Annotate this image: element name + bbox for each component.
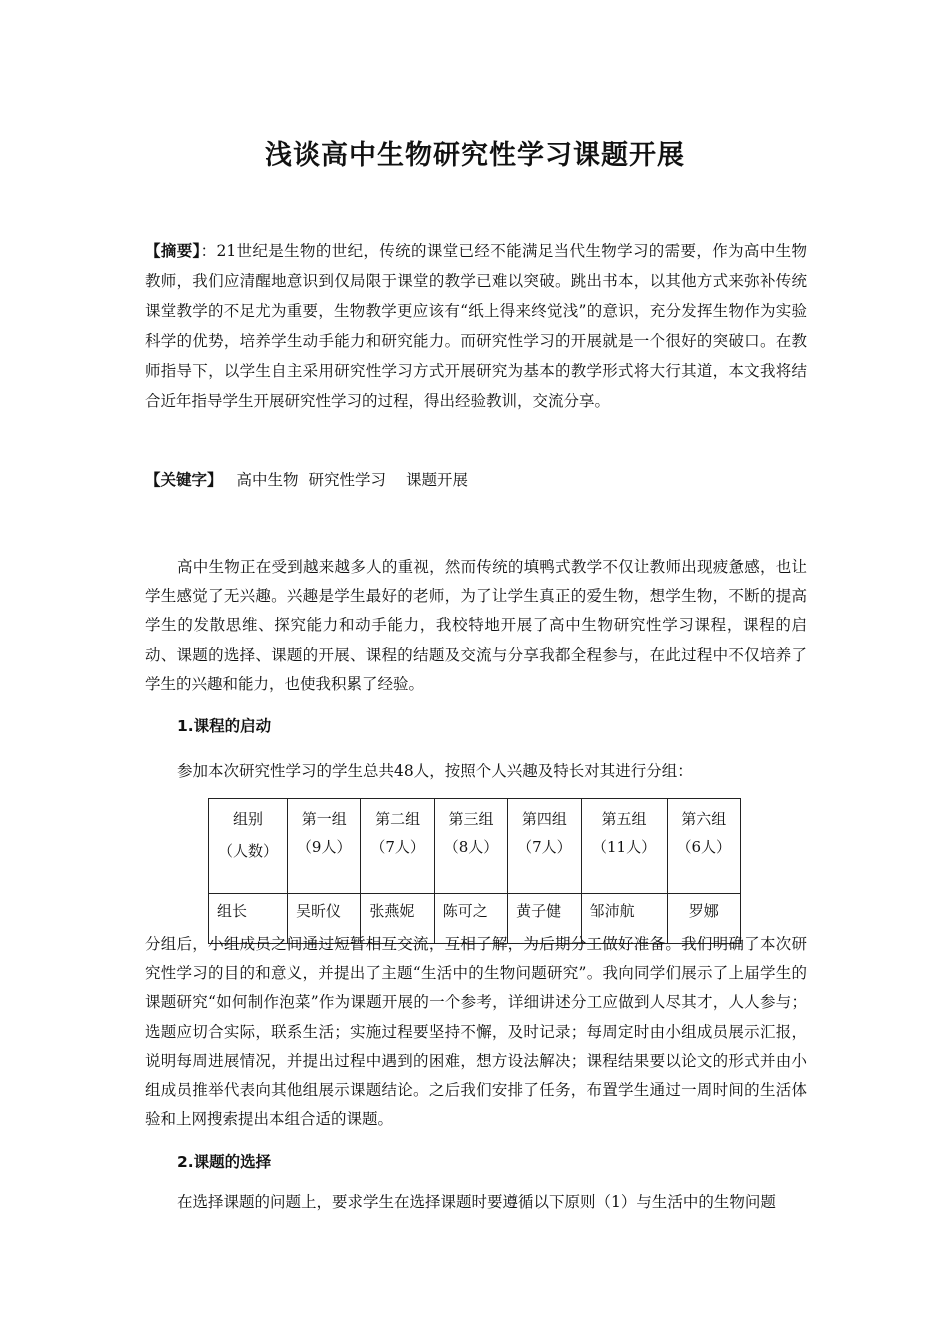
section-heading-2: 2.课题的选择 xyxy=(177,1153,272,1171)
abstract-label: 【摘要】 xyxy=(145,242,201,260)
table-cell: 第五组 （11人） xyxy=(581,799,667,894)
table-cell: 罗娜 xyxy=(667,894,740,944)
section2-body: 在选择课题的问题上，要求学生在选择课题时要遵循以下原则（1）与生活中的生物问题 xyxy=(177,1193,776,1211)
table-cell: 第一组 （9人） xyxy=(288,799,361,894)
page-title: 浅谈高中生物研究性学习课题开展 xyxy=(265,140,685,171)
keywords-line xyxy=(145,467,807,493)
table-cell: 黄子健 xyxy=(508,894,581,944)
table-cell: 邹沛航 xyxy=(581,894,667,944)
keyword-item: 课题开展 xyxy=(406,471,469,489)
table-header-cell: 组长 xyxy=(209,894,288,944)
table-row xyxy=(209,799,741,894)
keyword-item: 高中生物 xyxy=(236,471,299,489)
table-cell: 张燕妮 xyxy=(361,894,434,944)
table-cell: 第六组 （6人） xyxy=(667,799,740,894)
keywords-label: 【关键字】 xyxy=(145,471,223,489)
group-table xyxy=(208,798,741,944)
table-cell: 陈可之 xyxy=(434,894,507,944)
section-heading-1: 1.课程的启动 xyxy=(177,717,272,735)
table-cell: 第三组 （8人） xyxy=(434,799,507,894)
intro-paragraph: 高中生物正在受到越来越多人的重视，然而传统的填鸭式教学不仅让教师出现疲惫感，也让学生感觉了无兴趣。兴趣是学生最好的老师，为了让学生真正的爱生物，想学生物，不断的提高学生的发散思维、探究能力和动手能力，我校特地开展了高中生物研究性学习课程，课程的启动、课题的选择、课题的开展、课程的结题及交流与分享我都全程参与，在此过程中不仅培养了学生的兴趣和能力，也使我积累了经验。 xyxy=(145,558,807,693)
table-cell: 第四组 （7人） xyxy=(508,799,581,894)
table-cell: 第二组 （7人） xyxy=(361,799,434,894)
abstract-text: ：21世纪是生物的世纪，传统的课堂已经不能满足当代生物学习的需要，作为高中生物教师，我们应清醒地意识到仅局限于课堂的教学已难以突破。跳出书本，以其他方式来弥补传统课堂教学的不足尤为重要，生物教学更应该有“纸上得来终觉浅”的意识，充分发挥生物作为实验科学的优势，培养学生动手能力和研究能力。而研究性学习的开展就是一个很好的突破口。在教师指导下，以学生自主采用研究性学习方式开展研究为基本的教学形式将大行其道，本文我将结合近年指导学生开展研究性学习的过程，得出经验教训，交流分享。 xyxy=(145,242,807,410)
section1-body: 分组后，小组成员之间通过短暂相互交流，互相了解，为后期分工做好准备。我们明确了本次研究性学习的目的和意义，并提出了主题“生活中的生物问题研究”。我向同学们展示了上届学生的课题研究“如何制作泡菜”作为课题开展的一个参考，详细讲述分工应做到人尽其才，人人参与；选题应切合实际，联系生活；实施过程要坚持不懈，及时记录；每周定时由小组成员展示汇报，说明每周进展情况，并提出过程中遇到的困难，想方设法解决；课程结果要以论文的形式并由小组成员推举代表向其他组展示课题结论。之后我们安排了任务，布置学生通过一周时间的生活体验和上网搜索提出本组合适的课题。 xyxy=(145,935,807,1129)
section1-lead: 参加本次研究性学习的学生总共48人，按照个人兴趣及特长对其进行分组： xyxy=(177,762,693,780)
table-cell: 吴昕仪 xyxy=(288,894,361,944)
abstract-paragraph xyxy=(145,236,807,416)
table-header-cell: 组别 （人数） xyxy=(209,799,288,894)
keyword-item: 研究性学习 xyxy=(308,471,387,489)
